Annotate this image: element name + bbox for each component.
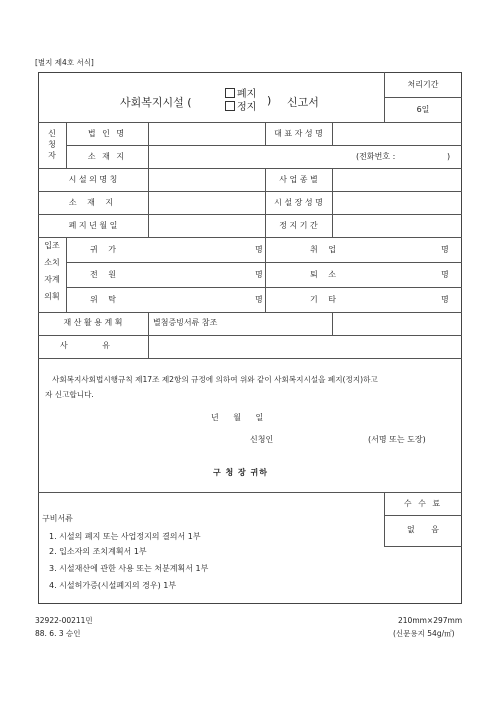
divider xyxy=(38,191,462,192)
approval-date: 88. 6. 3 승인 xyxy=(35,629,81,638)
business-type-label: 사 업 종 별 xyxy=(279,175,318,184)
row-transfer-unit: 명 xyxy=(255,270,263,279)
declaration-line-1: 사회복지사회법시행규칙 제17조 제2항의 규정에 의하여 위와 같이 사회복지시설을 폐지(정지)하고 xyxy=(52,375,378,384)
divider xyxy=(38,335,462,336)
row-employment-unit: 명 xyxy=(441,245,449,254)
divider xyxy=(332,168,333,237)
row-other-label: 기 타 xyxy=(310,295,340,304)
rep-name-label: 대 표 자 성 명 xyxy=(274,129,323,138)
title-close-paren: ) xyxy=(267,94,272,107)
phone-label: (전화번호 : xyxy=(356,152,396,161)
document-item: 4. 시설허가증(시설폐지의 경우) 1부 xyxy=(49,581,177,590)
phone-close: ) xyxy=(447,152,451,161)
row-discharge-unit: 명 xyxy=(441,270,449,279)
document-item: 1. 시설의 폐지 또는 사업정지의 결의서 1부 xyxy=(49,532,201,541)
declaration-line-2: 자 신고합니다. xyxy=(45,390,94,399)
checkbox-suspension xyxy=(225,101,235,111)
checkbox-closure xyxy=(225,88,235,98)
property-plan-value: 별첨증빙서류 참조 xyxy=(153,318,218,327)
divider xyxy=(38,312,462,313)
fee-value: 없 음 xyxy=(407,525,439,534)
divider xyxy=(38,237,462,238)
title-main: 사회복지시설 ( xyxy=(120,96,192,109)
residents-side-label xyxy=(38,242,66,310)
option-closure-label: 폐지 xyxy=(237,89,257,100)
applicant-side-label: 신청자 xyxy=(48,129,56,160)
divider xyxy=(148,122,149,168)
form-title xyxy=(120,84,380,114)
divider xyxy=(66,237,67,312)
paper-weight: (신문용지 54g/㎡) xyxy=(393,629,455,638)
row-entrust-unit: 명 xyxy=(255,295,263,304)
document-item: 2. 입소자의 조치계획서 1부 xyxy=(49,547,147,556)
option-suspension xyxy=(225,98,256,113)
row-transfer-label: 전 원 xyxy=(90,270,120,279)
applicant-location-label: 소 재 지 xyxy=(87,152,127,161)
divider xyxy=(38,492,462,493)
row-discharge-label: 퇴 소 xyxy=(310,270,340,279)
reason-label: 사 유 xyxy=(60,341,126,350)
divider xyxy=(38,358,462,359)
residents-side-line: 입조 xyxy=(44,241,60,250)
divider xyxy=(66,287,462,288)
applicant-signature-label: 신청인 xyxy=(250,435,274,444)
divider xyxy=(332,312,333,335)
facility-head-name-label: 시 설 장 성 명 xyxy=(274,198,323,207)
divider xyxy=(66,145,462,146)
divider xyxy=(148,168,149,237)
divider xyxy=(384,97,462,98)
processing-period-label: 처리기간 xyxy=(407,80,439,89)
residents-side-line: 자계 xyxy=(44,275,60,284)
closure-date-label: 폐 지 년 월 일 xyxy=(68,221,118,230)
divider xyxy=(265,237,266,312)
divider xyxy=(38,214,462,215)
residents-side-line: 소치 xyxy=(44,258,60,267)
suspension-period-label: 정 지 기 간 xyxy=(279,221,318,230)
declaration-date: 년 월 일 xyxy=(211,413,264,422)
form-code: 32922-00211민 xyxy=(35,616,93,625)
form-number-label: [별지 제4호 서식] xyxy=(35,58,94,67)
divider xyxy=(384,546,462,547)
paper-size: 210mm×297mm xyxy=(398,616,463,625)
row-employment-label: 취 업 xyxy=(310,245,340,254)
row-other-unit: 명 xyxy=(441,295,449,304)
row-return-home-unit: 명 xyxy=(255,245,263,254)
residents-side-line: 의획 xyxy=(44,292,60,301)
divider xyxy=(384,515,462,516)
addressee: 구 청 장 귀하 xyxy=(213,468,268,477)
divider xyxy=(38,122,462,123)
title-suffix: 신고서 xyxy=(287,96,319,109)
option-suspension-label: 정지 xyxy=(237,102,257,113)
fee-label: 수 수 료 xyxy=(403,499,443,508)
divider xyxy=(38,168,462,169)
processing-period-value: 6일 xyxy=(416,105,430,114)
property-plan-label: 재 산 활 용 계 획 xyxy=(63,318,123,327)
facility-location-label: 소 재 지 xyxy=(68,198,118,207)
facility-name-label: 시 설 의 명 칭 xyxy=(68,175,118,184)
row-entrust-label: 위 탁 xyxy=(90,295,120,304)
corp-name-label: 법 인 명 xyxy=(87,129,127,138)
divider xyxy=(332,122,333,145)
required-documents-title: 구비서류 xyxy=(42,514,73,523)
row-return-home-label: 귀 가 xyxy=(90,245,120,254)
divider xyxy=(66,262,462,263)
signature-stamp-hint: (서명 또는 도장) xyxy=(368,435,426,444)
document-item: 3. 시설재산에 관한 사용 또는 처분계획서 1부 xyxy=(49,564,209,573)
